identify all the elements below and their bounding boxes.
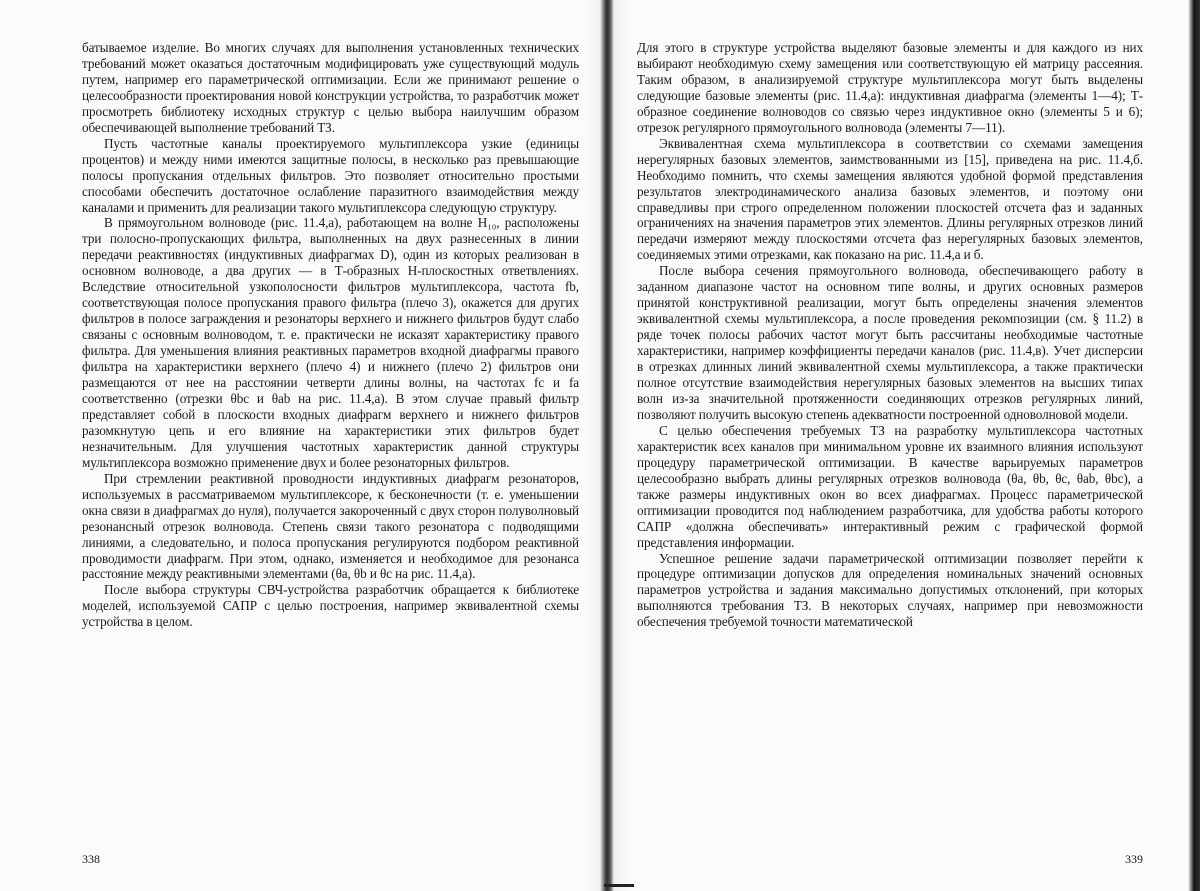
paragraph: С целью обеспечения требуемых ТЗ на разработку мультиплексора частотных характеристик всех каналов при минимальном уровне их взаимного влияния используют процедуру параметрической оптимизации. В качестве варьируемых параметров целесообразно выбрать длины регулярных отрезков волновода (θa, θb, θc, θab, θbc), а также размеры индуктивных окон во всех диафрагмах. Процесс параметрической оптимизации проводится под наблюдением разработчика, для удобства работы которого САПР «должна обеспечивать» интерактивный режим с графической формой представления информации. — [637, 422, 1143, 550]
paragraph: После выбора структуры СВЧ-устройства разработчик обращается к библиотеке моделей, используемой САПР с целью построения, например эквивалентной схемы устройства в целом. — [82, 582, 579, 630]
paragraph: После выбора сечения прямоугольного волновода, обеспечивающего работу в заданном диапазоне частот на основном типе волны, и других основных размеров принятой конструктивной реализации, могут быть определены значения элементов эквивалентной схемы мультиплексора, а после проведения рекомпозиции (см. § 11.2) в ряде точек полосы рабочих частот могут быть рассчитаны необходимые частотные характеристики, например коэффициенты передачи каналов (рис. 11.4,в). Учет дисперсии в отрезках длинных линий эквивалентной схемы мультиплексора, а также практически полное отсутствие взаимодействия нерегулярных базовых элементов на высших типах волн из-за значительной протяженности соединяющих отрезков регулярных линий, позволяют получить высокую степень адекватности построенной одноволновой модели. — [637, 263, 1143, 422]
book-gutter — [600, 0, 614, 891]
paragraph: В прямоугольном волноводе (рис. 11.4,а), работающем на волне H₁₀, расположены три полосно-пропускающих фильтра, выполненных на двух разнесенных в линии передачи реактивностях (индуктивных диафрагмах D), один из которых реализован в основном волноводе, а два других — в Т-образных Н-плоскостных ответвлениях. Вследствие относительной узкополосности фильтров мультиплексора, частота fb, соответствующая полосе пропускания правого фильтра (плечо 3), окажется для других фильтров в полосе заграждения и резонаторы верхнего и нижнего фильтров будут слабо связаны с основным волноводом, т. е. практически не исказят характеристику правого фильтра. Для уменьшения влияния реактивных параметров входной диафрагмы правого фильтра на характеристики верхнего (плечо 4) и нижнего (плечо 2) фильтров они размещаются от нее на расстоянии четверти длины волны, на частотах fc и fa соответственно (отрезки θbc и θab на рис. 11.4,а). В этом случае правый фильтр представляет собой в плоскости входных диафрагм верхнего и нижнего фильтров разомкнутую цепь и его влияние на характеристики этих фильтров будет незначительным. Для улучшения частотных характеристик данной структуры мультиплексора возможно применение двух и более резонаторных фильтров. — [82, 215, 579, 470]
left-page — [82, 40, 579, 875]
paragraph: Эквивалентная схема мультиплексора в соответствии со схемами замещения нерегулярных базовых элементов, заимствованными из [15], приведена на рис. 11.4,б. Необходимо помнить, что схемы замещения являются удобной формой представления результатов электродинамического анализа базовых элементов, и поэтому они справедливы при строго определенном положении плоскостей отсчета фаз и заданных ограничениях на значения параметров этих элементов. Длины регулярных отрезков линий передачи измеряют между плоскостями отсчета фаз нерегулярных базовых элементов, соединяемых этими отрезками, как показано на рис. 11.4,а и б. — [637, 135, 1143, 263]
page-number: 339 — [1125, 852, 1143, 866]
page-number: 338 — [82, 852, 100, 866]
right-page-text — [637, 40, 1143, 630]
left-page-text — [82, 40, 579, 630]
scan-mark — [604, 884, 634, 887]
right-page — [637, 40, 1143, 875]
paragraph: При стремлении реактивной проводности индуктивных диафрагм резонаторов, используемых в рассматриваемом мультиплексоре, к бесконечности (т. е. уменьшении окна связи в диафрагмах до нуля), получается закороченный с двух сторон полуволновый резонансный отрезок волновода. Степень связи такого резонатора с подводящими линиями, а следовательно, и полоса пропускания регулируются подбором реактивной проводимости диафрагм. При этом, однако, изменяется и необходимое для резонанса расстояние между реактивными элементами (θa, θb и θc на рис. 11.4,а). — [82, 470, 579, 582]
paragraph: батываемое изделие. Во многих случаях для выполнения установленных технических требований может оказаться достаточным модифицировать уже существующий модуль путем, например его параметрической оптимизации. Если же принимают решение о целесообразности проектирования новой конструкции устройства, то разработчик может просмотреть библиотеку исходных структур с целью выбора наилучшим образом обеспечивающей выполнение требований ТЗ. — [82, 40, 579, 135]
paragraph: Для этого в структуре устройства выделяют базовые элементы и для каждого из них выбирают необходимую схему замещения или соответствующую ей матрицу рассеяния. Таким образом, в анализируемой структуре мультиплексора могут быть выделены следующие базовые элементы (рис. 11.4,а): индуктивная диафрагма (элементы 1—4); Т-образное соединение волноводов со связью через индуктивное окно (элементы 5 и 6); отрезок регулярного прямоугольного волновода (элементы 7—11). — [637, 40, 1143, 135]
paragraph: Пусть частотные каналы проектируемого мультиплексора узкие (единицы процентов) и между ними имеются защитные полосы, в несколько раз превышающие полосы пропускания отдельных фильтров. Это позволяет относительно простыми способами обеспечить достаточное ослабление паразитного взаимодействия между каналами и применить для реализации такого мультиплексора следующую структуру. — [82, 135, 579, 215]
page-edge — [1188, 0, 1200, 891]
paragraph: Успешное решение задачи параметрической оптимизации позволяет перейти к процедуре оптимизации допусков для определения номинальных значений основных параметров устройства и задания максимально допустимых отклонений, при которых выполняются требования ТЗ. В некоторых случаях, например при невозможности обеспечения требуемой точности математической — [637, 550, 1143, 630]
